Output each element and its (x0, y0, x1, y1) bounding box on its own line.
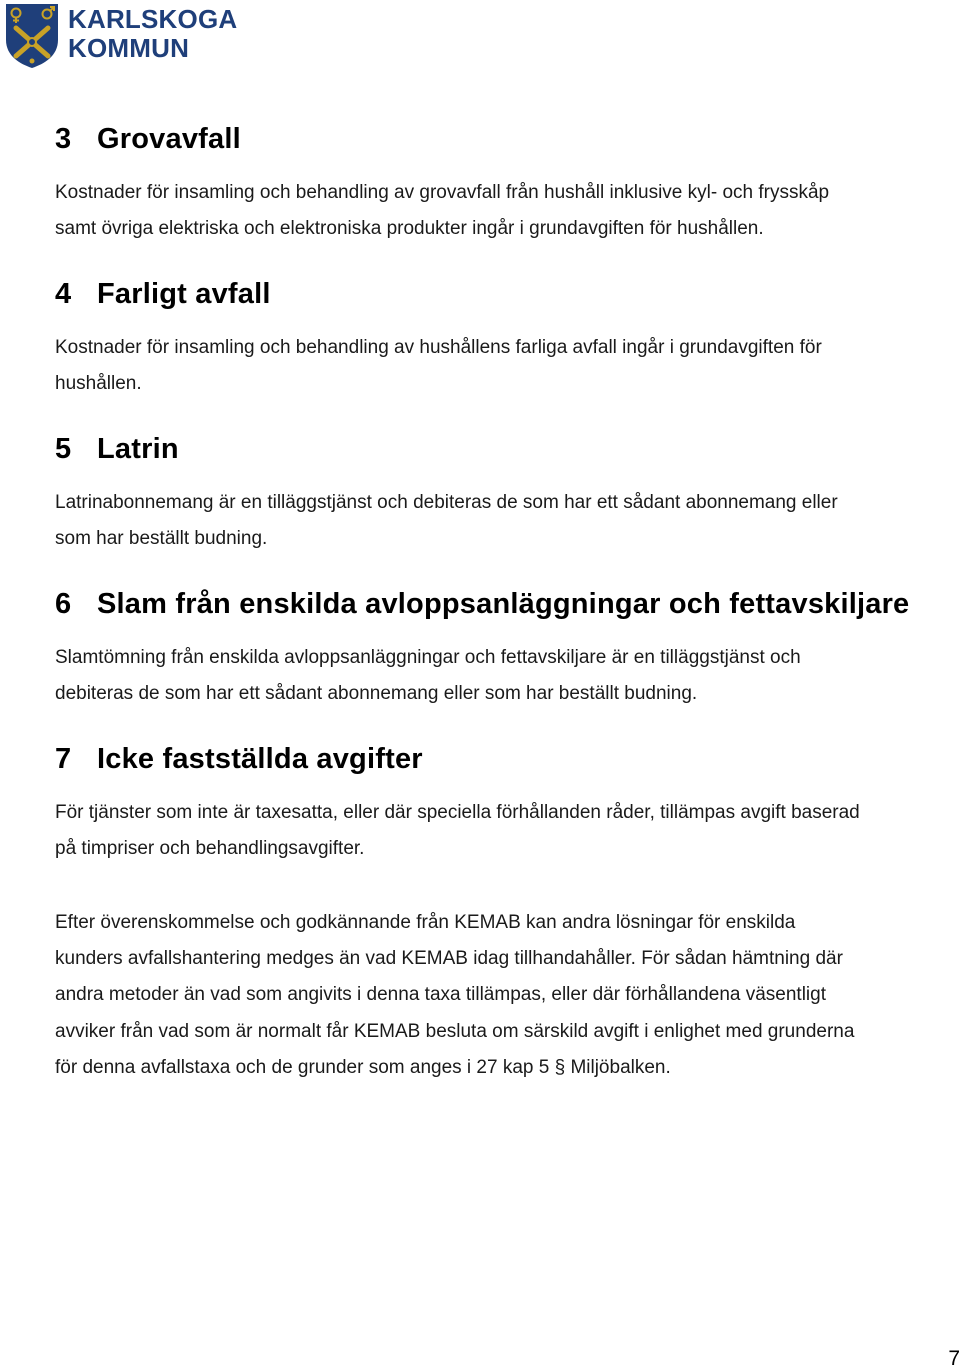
section-5-heading (55, 432, 179, 466)
section-title: Farligt avfall (97, 278, 271, 310)
section-4-line-2: hushållen. (55, 373, 142, 394)
section-title: Grovavfall (97, 123, 241, 155)
section-7-paragraph-2-line-5: för denna avfallstaxa och de grunder som anges i 27 kap 5 § Miljöbalken. (55, 1057, 671, 1078)
section-number: 6 (55, 588, 72, 620)
section-6-line-2: debiteras de som har ett sådant abonnemang eller som har beställt budning. (55, 683, 698, 704)
section-number: 7 (55, 743, 72, 775)
section-3-line-1: Kostnader för insamling och behandling av grovavfall från hushåll inklusive kyl- och frysskåp (55, 182, 830, 203)
section-7-paragraph-2-line-2: kunders avfallshantering medges än vad KEMAB idag tillhandahåller. För sådan hämtning där (55, 948, 843, 969)
section-6-line-1: Slamtömning från enskilda avloppsanläggningar och fettavskiljare är en tilläggstjänst och (55, 647, 801, 668)
logo-line-1: KARLSKOGA (68, 4, 238, 34)
section-4-line-1: Kostnader för insamling och behandling av hushållens farliga avfall ingår i grundavgiften för (55, 337, 822, 358)
section-title: Latrin (97, 433, 179, 465)
section-7-line-1: För tjänster som inte är taxesatta, eller där speciella förhållanden råder, tillämpas avgift baserad (55, 802, 860, 823)
section-number: 4 (55, 278, 72, 310)
section-3-line-2: samt övriga elektriska och elektroniska produkter ingår i grundavgiften för hushållen. (55, 218, 764, 239)
section-7-heading (55, 742, 423, 776)
section-title: Slam från enskilda avloppsanläggningar och fettavskiljare (97, 588, 910, 620)
coat-of-arms-icon (4, 2, 60, 70)
page-number: 7 (948, 1347, 960, 1370)
section-3-heading (55, 122, 241, 156)
section-6-heading (55, 587, 909, 621)
section-number: 5 (55, 433, 72, 465)
section-7-paragraph-2-line-1: Efter överenskommelse och godkännande från KEMAB kan andra lösningar för enskilda (55, 912, 796, 933)
section-5-line-2: som har beställt budning. (55, 528, 268, 549)
section-title: Icke fastställda avgifter (97, 743, 423, 775)
section-7-paragraph-2-line-4: avviker från vad som är normalt får KEMAB besluta om särskild avgift i enlighet med grunderna (55, 1021, 855, 1042)
section-4-heading (55, 277, 271, 311)
section-7-line-2: på timpriser och behandlingsavgifter. (55, 838, 365, 859)
karlskoga-kommun-logo (4, 2, 237, 70)
section-7-paragraph-2-line-3: andra metoder än vad som angivits i denna taxa tillämpas, eller där förhållandena väsentligt (55, 984, 827, 1005)
logo-line-2: KOMMUN (68, 33, 190, 63)
section-5-line-1: Latrinabonnemang är en tilläggstjänst och debiteras de som har ett sådant abonnemang eller (55, 492, 838, 513)
section-number: 3 (55, 123, 72, 155)
